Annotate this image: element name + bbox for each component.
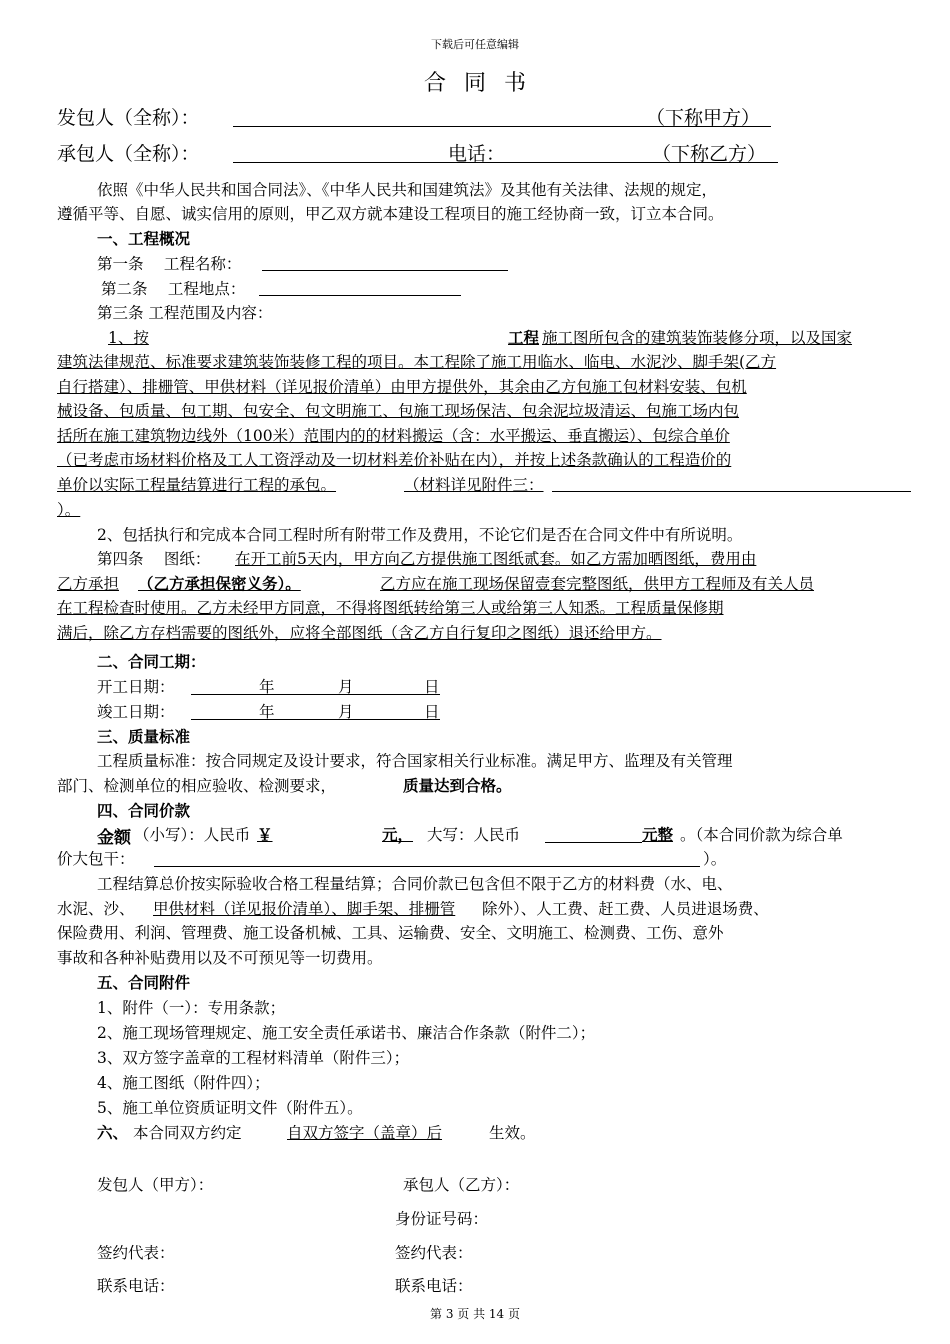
item1-prefix-text: 1、按 [108,329,149,347]
contractor-suffix: （下称乙方） [652,143,767,165]
start-date-label: 开工日期： [97,678,175,696]
start-day: 日 [424,678,440,696]
employer-label: 发包人（全称）： [57,107,200,129]
tel-b-label: 联系电话： [395,1277,473,1295]
party-b-label: 承包人（乙方）： [403,1176,520,1194]
section3-heading: 三、质量标准 [97,727,191,746]
rep-b-label: 签约代表： [395,1244,473,1262]
art1-label: 第一条 工程名称： [97,255,242,273]
item1-line1-rest: 施工图所包含的建筑装饰装修分项，以及国家 [542,329,853,347]
end-date-blank[interactable] [191,719,440,720]
header-watermark: 下载后可任意编辑 [431,38,519,51]
quality-line-2-bold: 质量达到合格。 [403,776,512,795]
quality-line-1: 工程质量标准：按合同规定及设计要求，符合国家相关行业标准。满足甲方、监理及有关管理 [97,752,733,770]
attachment-item-2: 2、施工现场管理规定、施工安全责任承诺书、廉洁合作条款（附件二）； [97,1024,596,1042]
start-date-blank[interactable] [191,694,440,695]
daxie-label: 大写：人民币 [427,826,521,844]
price-note-2: 价大包干： [57,850,135,868]
project-location-blank[interactable] [259,295,461,296]
item2: 2、包括执行和完成本合同工程时所有附带工作及费用，不论它们是否在合同文件中有所说明。 [97,526,743,544]
contractor-label: 承包人（全称）： [57,143,200,165]
art4-line-2c: 乙方应在施工现场保留壹套完整图纸，供甲方工程师及有关人员 [380,575,815,593]
page-number-footer: 第 3 页 共 14 页 [430,1307,520,1321]
amount-bold: 金额 [97,828,131,848]
item1-line-4: 械设备、包质量、包工期、包安全、包文明施工、包施工现场保洁、包余泥垃圾清运、包施工场内包 [57,402,740,420]
intro-line-1: 依照《中华人民共和国合同法》、《中华人民共和国建筑法》及其他有关法律、法规的规定， [97,181,718,199]
settle-line-4: 事故和各种补贴费用以及不可预见等一切费用。 [57,949,383,967]
page-title: 合同书 [423,71,544,96]
end-day: 日 [424,703,440,721]
phone-label: 电话： [448,143,506,165]
settle-line-2b: 甲供材料（详见报价清单）、脚手架、排栅管 [153,900,456,918]
item1-attach: （材料详见附件三： [404,476,544,494]
section6-text-2: 自双方签字（盖章）后 [287,1124,443,1142]
yuan-label: 元， [382,825,414,844]
attachment-item-4: 4、施工图纸（附件四）； [97,1074,270,1092]
item1-prefix [108,326,508,348]
attachment-item-5: 5、施工单位资质证明文件（附件五）。 [97,1099,363,1117]
price-note: 。（本合同价款为综合单 [680,826,843,844]
item1-line-2: 建筑法律规范、标准要求建筑装饰装修工程的项目。本工程除了施工用临水、临电、水泥沙、脚手架(乙方 [57,353,777,371]
settle-line-2c: 除外）、人工费、赶工费、人员进退场费、 [482,900,769,918]
settle-line-3: 保险费用、利润、管理费、施工设备机械、工具、运输费、安全、文明施工、检测费、工伤、意外 [57,924,724,942]
materials-blank[interactable] [552,491,911,492]
section4-heading: 四、合同价款 [97,801,191,820]
item1-line-5: 括所在施工建筑物边线外（100米）范围内的的材料搬运（含：水平搬运、垂直搬运）、包综合单价 [57,427,730,445]
price-note-close: ）。 [703,850,727,868]
end-date-label: 竣工日期： [97,703,175,721]
settle-line-1: 工程结算总价按实际验收合格工程量结算；合同价款已包含但不限于乙方的材料费（水、电、 [97,875,733,893]
end-month: 月 [338,703,354,721]
item1-close: ）。 [57,501,81,519]
attachment-item-3: 3、双方签字盖章的工程材料清单（附件三）； [97,1049,410,1067]
intro-line-2: 遵循平等、自愿、诚实信用的原则，甲乙双方就本建设工程项目的施工经协商一致，订立本合同。 [57,205,724,223]
art3-label: 第三条 工程范围及内容： [97,304,273,322]
art4-line-2a: 乙方承担 [57,575,120,593]
settle-line-2a: 水泥、沙、 [57,900,135,918]
employer-suffix: （下称甲方） [646,107,761,129]
tel-a-label: 联系电话： [97,1277,175,1295]
item1-bold: 工程 [508,328,540,347]
art4-label: 第四条 图纸： [97,550,211,568]
item1-line-3: 自行搭建）、排栅管、甲供材料（详见报价清单）由甲方提供外，其余由乙方包施工包材料安装、包机 [57,378,747,396]
art2-label: 第二条 工程地点： [101,280,246,298]
quality-line-2: 部门、检测单位的相应验收、检测要求， [57,777,337,795]
section6-text-1: 本合同双方约定 [133,1124,242,1142]
art4-line-2b: （乙方承担保密义务）。 [138,574,301,593]
rep-a-label: 签约代表： [97,1244,175,1262]
party-a-label: 发包人（甲方）： [97,1176,214,1194]
item1-line-6: （已考虑市场材料价格及工人工资浮动及一切材料差价补贴在内），并按上述条款确认的工程造价的 [57,451,732,469]
end-year: 年 [259,703,275,721]
art4-line-3: 在工程检查时使用。乙方未经甲方同意，不得将图纸转给第三人或给第三人知悉。工程质量保修期 [57,599,724,617]
start-month: 月 [338,678,354,696]
section2-heading: 二、合同工期： [97,652,206,671]
section5-heading: 五、合同附件 [97,973,191,992]
section1-heading: 一、工程概况 [97,229,191,248]
art4-line-1: 在开工前5天内，甲方向乙方提供施工图纸贰套。如乙方需加晒图纸，费用由 [235,550,757,568]
id-number-label: 身份证号码： [395,1210,489,1228]
item1-line-7: 单价以实际工程量结算进行工程的承包。 [57,476,337,494]
yuan-zheng: 元整 [642,825,674,844]
section6-text-3: 生效。 [489,1124,536,1142]
amount-small: （小写）：人民币 [134,826,251,844]
yen-sign: ￥ [257,825,273,844]
attachment-item-1: 1、附件（一）：专用条款； [97,999,286,1017]
start-year: 年 [259,678,275,696]
lump-sum-blank[interactable] [154,866,700,867]
project-name-blank[interactable] [262,270,508,271]
section6-heading: 六、 [97,1123,129,1142]
daxie-amount-blank[interactable] [545,842,642,843]
art4-line-4: 满后，除乙方存档需要的图纸外，应将全部图纸（含乙方自行复印之图纸）退还给甲方。 [57,624,662,642]
